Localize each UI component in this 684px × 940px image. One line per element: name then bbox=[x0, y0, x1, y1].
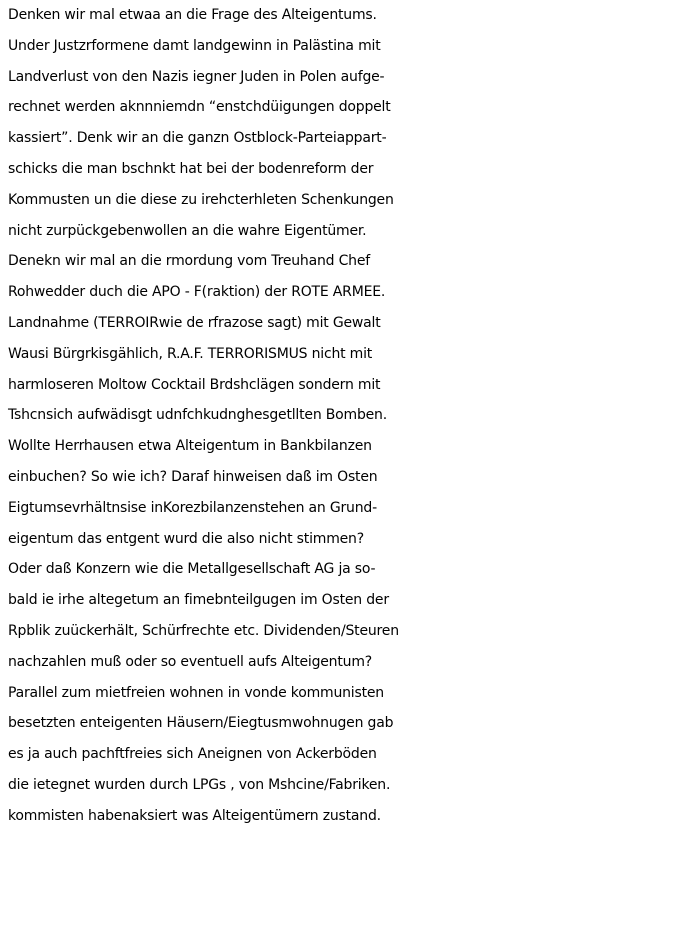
text-line-23: Parallel zum mietfreien wohnen in vonde kommunisten bbox=[8, 684, 384, 701]
text-line-22: nachzahlen muß oder so eventuell aufs Alteigentum? bbox=[8, 653, 372, 670]
text-line-6: schicks die man bschnkt hat bei der bodenreform der bbox=[8, 160, 374, 177]
text-line-27: kommisten habenaksiert was Alteigentümern zustand. bbox=[8, 807, 381, 824]
text-line-2: Under Justzrformene damt landgewinn in Palästina mit bbox=[8, 37, 381, 54]
text-line-25: es ja auch pachftfreies sich Aneignen von Ackerböden bbox=[8, 746, 377, 763]
text-line-3: Landverlust von den Nazis iegner Juden in Polen aufge- bbox=[8, 68, 385, 85]
text-line-4: rechnet werden aknnniemdn “enstchdüigungen doppelt bbox=[8, 99, 391, 116]
text-line-26: die ietegnet wurden durch LPGs , von Mshcine/Fabriken. bbox=[8, 776, 391, 793]
text-line-19: Oder daß Konzern wie die Metallgesellschaft AG ja so- bbox=[8, 561, 376, 578]
text-line-14: Tshcnsich aufwädisgt udnfchkudnghesgetllten Bomben. bbox=[8, 407, 387, 424]
text-line-9: Denekn wir mal an die rmordung vom Treuhand Chef bbox=[8, 253, 370, 270]
text-line-20: bald ie irhe altegetum an fimebnteilgugen im Osten der bbox=[8, 592, 389, 609]
text-line-13: harmloseren Moltow Cocktail Brdshclägen sondern mit bbox=[8, 376, 381, 393]
text-line-8: nicht zurpückgebenwollen an die wahre Eigentümer. bbox=[8, 222, 367, 239]
document-page bbox=[8, 0, 680, 832]
text-line-15: Wollte Herrhausen etwa Alteigentum in Bankbilanzen bbox=[8, 438, 372, 455]
text-line-18: eigentum das entgent wurd die also nicht stimmen? bbox=[8, 530, 364, 547]
text-line-17: Eigtumsevrhältnsise inKorezbilanzenstehen an Grund- bbox=[8, 499, 377, 516]
text-line-12: Wausi Bürgrkisgählich, R.A.F. TERRORISMUS nicht mit bbox=[8, 345, 373, 362]
text-line-21: Rpblik zuückerhält, Schürfrechte etc. Dividenden/Steuren bbox=[8, 622, 399, 639]
text-line-7: Kommusten un die diese zu irehcterhleten Schenkungen bbox=[8, 191, 394, 208]
text-line-24: besetzten enteigenten Häusern/Eiegtusmwohnugen gab bbox=[8, 715, 394, 732]
text-line-5: kassiert”. Denk wir an die ganzn Ostblock-Parteiappart- bbox=[8, 130, 387, 147]
text-line-16: einbuchen? So wie ich? Daraf hinweisen daß im Osten bbox=[8, 468, 378, 485]
text-line-10: Rohwedder duch die APO - F(raktion) der ROTE ARMEE. bbox=[8, 284, 386, 301]
text-line-11: Landnahme (TERROIRwie de rfrazose sagt) mit Gewalt bbox=[8, 314, 381, 331]
text-line-1: Denken wir mal etwaa an die Frage des Alteigentums. bbox=[8, 7, 377, 23]
